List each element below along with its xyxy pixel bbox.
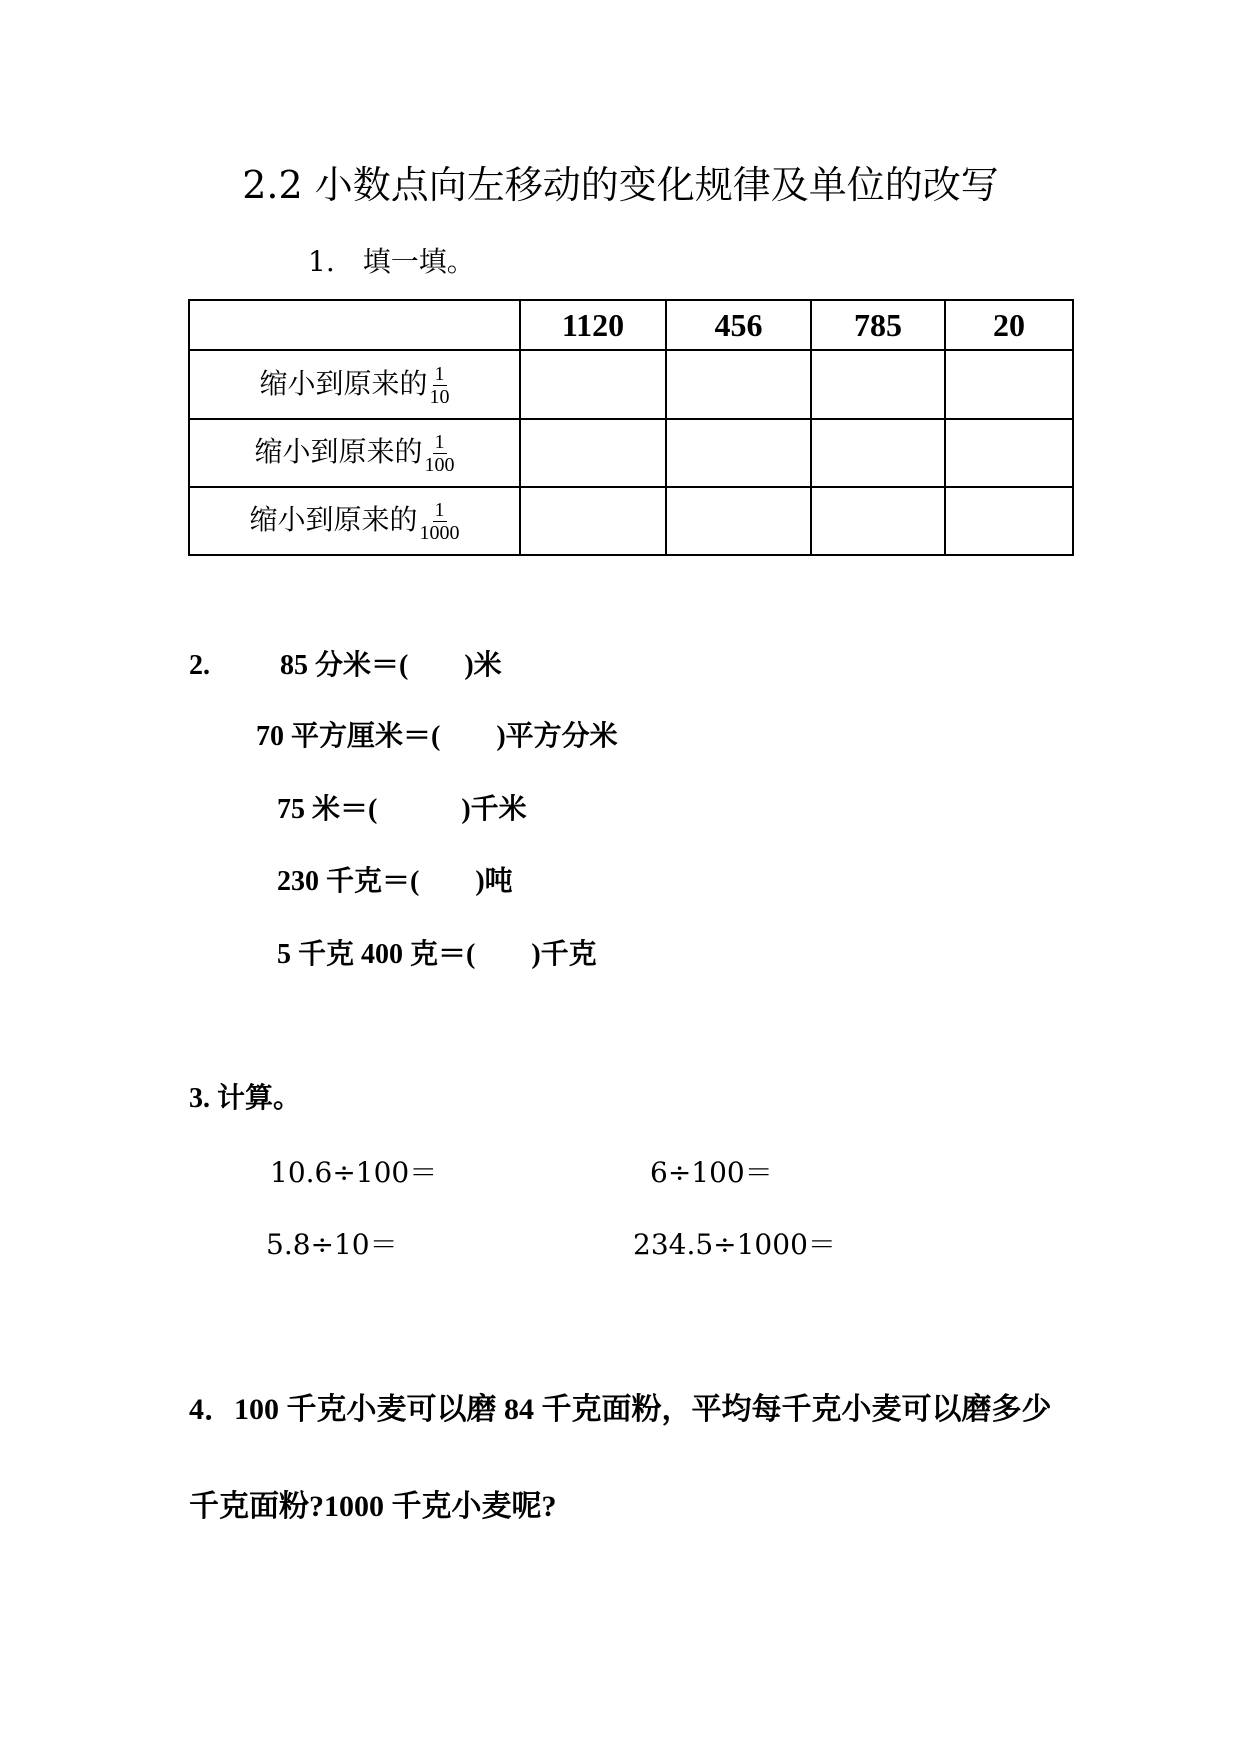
fill-table [188,299,1074,556]
answer-cell[interactable] [666,419,811,487]
answer-cell[interactable] [811,487,945,555]
fraction: $\frac{1}{1000}$ [419,499,460,544]
conversion-item: 5 千克 400 克＝( )千克 [277,939,597,970]
page-title: 2.2 小数点向左移动的变化规律及单位的改写 [242,163,999,207]
q3-label: 3. 计算。 [189,1083,302,1114]
table-row [189,419,1073,487]
calc-item: 234.5÷1000＝ [633,1228,836,1261]
conversion-item: 75 米＝( )千米 [277,794,527,825]
answer-cell[interactable] [945,487,1073,555]
header-cell: 785 [811,300,945,350]
fraction: $\frac{1}{10}$ [429,362,450,408]
answer-cell[interactable] [811,419,945,487]
answer-cell[interactable] [520,487,666,555]
calc-item: 10.6÷100＝ [270,1156,438,1189]
header-cell: 20 [945,300,1073,350]
conversion-item: 85 分米＝( )米 [280,650,502,681]
answer-cell[interactable] [666,350,811,419]
answer-cell[interactable] [520,350,666,419]
row-label: 缩小到原来的 $\frac{1}{100}$ [189,419,520,487]
row-label: 缩小到原来的 $\frac{1}{1000}$ [189,487,520,555]
fraction: $\frac{1}{100}$ [424,431,455,476]
table-row [189,350,1073,419]
answer-cell[interactable] [520,419,666,487]
answer-cell[interactable] [945,350,1073,419]
answer-cell[interactable] [945,419,1073,487]
header-cell: 456 [666,300,811,350]
conversion-item: 70 平方厘米＝( )平方分米 [256,721,618,752]
table-row [189,487,1073,555]
answer-cell[interactable] [666,487,811,555]
calc-item: 5.8÷10＝ [266,1228,398,1261]
conversion-item: 230 千克＝( )吨 [277,866,513,897]
calc-item: 6÷100＝ [650,1156,773,1189]
q1-label: 1. 填一填。 [308,245,475,278]
q4-line1: 4．100 千克小麦可以磨 84 千克面粉，平均每千克小麦可以磨多少 [189,1393,1052,1426]
header-cell: 1120 [520,300,666,350]
header-empty [189,300,520,350]
answer-cell[interactable] [811,350,945,419]
q4-line2: 千克面粉?1000 千克小麦呢? [189,1490,557,1523]
q2-number: 2. [189,650,210,681]
row-label: 缩小到原来的 $\frac{1}{10}$ [189,350,520,419]
